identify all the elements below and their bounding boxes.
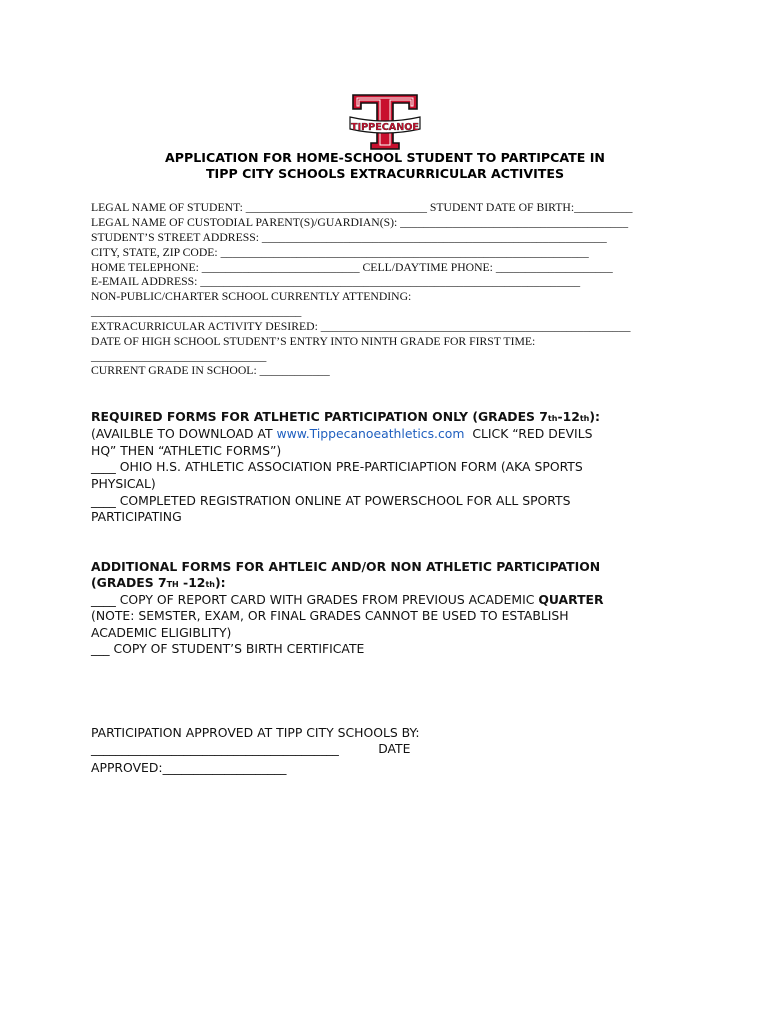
approval-date-line[interactable]: APPROVED:____________________: [91, 760, 287, 775]
ohsaa-form-item-cont: PHYSICAL): [91, 476, 156, 491]
additional-forms-heading-grades: (GRADES 7TH -12th):: [91, 575, 226, 590]
approval-label: PARTICIPATION APPROVED AT TIPP CITY SCHOOLS BY:: [91, 725, 420, 740]
athletics-website-link[interactable]: www.Tippecanoeathletics.com: [276, 426, 465, 441]
school-attending-field[interactable]: ____________________________________: [91, 305, 302, 318]
approval-signature-line[interactable]: ________________________________________ DATE: [91, 741, 411, 756]
download-instructions: (AVAILBLE TO DOWNLOAD AT www.Tippecanoeathletics.com CLICK “RED DEVILS: [91, 426, 593, 441]
required-forms-heading: REQUIRED FORMS FOR ATLHETIC PARTICIPATION ONLY (GRADES 7th-12th):: [91, 409, 600, 424]
report-card-note: (NOTE: SEMSTER, EXAM, OR FINAL GRADES CANNOT BE USED TO ESTABLISH: [91, 608, 569, 623]
report-card-item[interactable]: ____ COPY OF REPORT CARD WITH GRADES FROM PREVIOUS ACADEMIC QUARTER: [91, 592, 604, 607]
form-title-line2: TIPP CITY SCHOOLS EXTRACURRICULAR ACTIVITES: [205, 166, 565, 181]
activity-desired-field[interactable]: EXTRACURRICULAR ACTIVITY DESIRED: _____________________________________________________: [91, 320, 631, 333]
ninth-grade-entry-field[interactable]: ______________________________: [91, 350, 267, 363]
school-attending-label: NON-PUBLIC/CHARTER SCHOOL CURRENTLY ATTENDING:: [91, 290, 412, 303]
logo-wordmark: TIPPECANOE: [351, 122, 419, 133]
email-field[interactable]: E-EMAIL ADDRESS: _________________________________________________________________: [91, 275, 581, 288]
ninth-grade-entry-label: DATE OF HIGH SCHOOL STUDENT’S ENTRY INTO NINTH GRADE FOR FIRST TIME:: [91, 335, 536, 348]
city-state-zip-field[interactable]: CITY, STATE, ZIP CODE: _______________________________________________________________: [91, 246, 589, 259]
ohsaa-form-item[interactable]: ____ OHIO H.S. ATHLETIC ASSOCIATION PRE-PARTICIAPTION FORM (AKA SPORTS: [91, 459, 583, 474]
download-instructions-cont: HQ” THEN “ATHLETIC FORMS”): [91, 443, 282, 458]
tippecanoe-logo: [349, 93, 421, 151]
current-grade-field[interactable]: CURRENT GRADE IN SCHOOL: ____________: [91, 364, 330, 377]
additional-forms-heading: ADDITIONAL FORMS FOR AHTLEIC AND/OR NON ATHLETIC PARTICIPATION: [91, 559, 601, 574]
powerschool-registration-item-cont: PARTICIPATING: [91, 509, 182, 524]
powerschool-registration-item[interactable]: ____ COMPLETED REGISTRATION ONLINE AT POWERSCHOOL FOR ALL SPORTS: [91, 493, 571, 508]
parent-guardian-field[interactable]: LEGAL NAME OF CUSTODIAL PARENT(S)/GUARDIAN(S): _______________________________________: [91, 216, 629, 229]
report-card-note-cont: ACADEMIC ELIGIBLITY): [91, 625, 232, 640]
phone-field[interactable]: HOME TELEPHONE: ___________________________ CELL/DAYTIME PHONE: ____________________: [91, 261, 613, 274]
form-title-line1: APPLICATION FOR HOME-SCHOOL STUDENT TO PARTIPCATE IN: [165, 150, 605, 165]
street-address-field[interactable]: STUDENT’S STREET ADDRESS: ___________________________________________________________: [91, 231, 607, 244]
student-name-dob-field[interactable]: LEGAL NAME OF STUDENT: _______________________________ STUDENT DATE OF BIRTH:__________: [91, 201, 633, 214]
birth-certificate-item[interactable]: ___ COPY OF STUDENT’S BIRTH CERTIFICATE: [91, 641, 365, 656]
